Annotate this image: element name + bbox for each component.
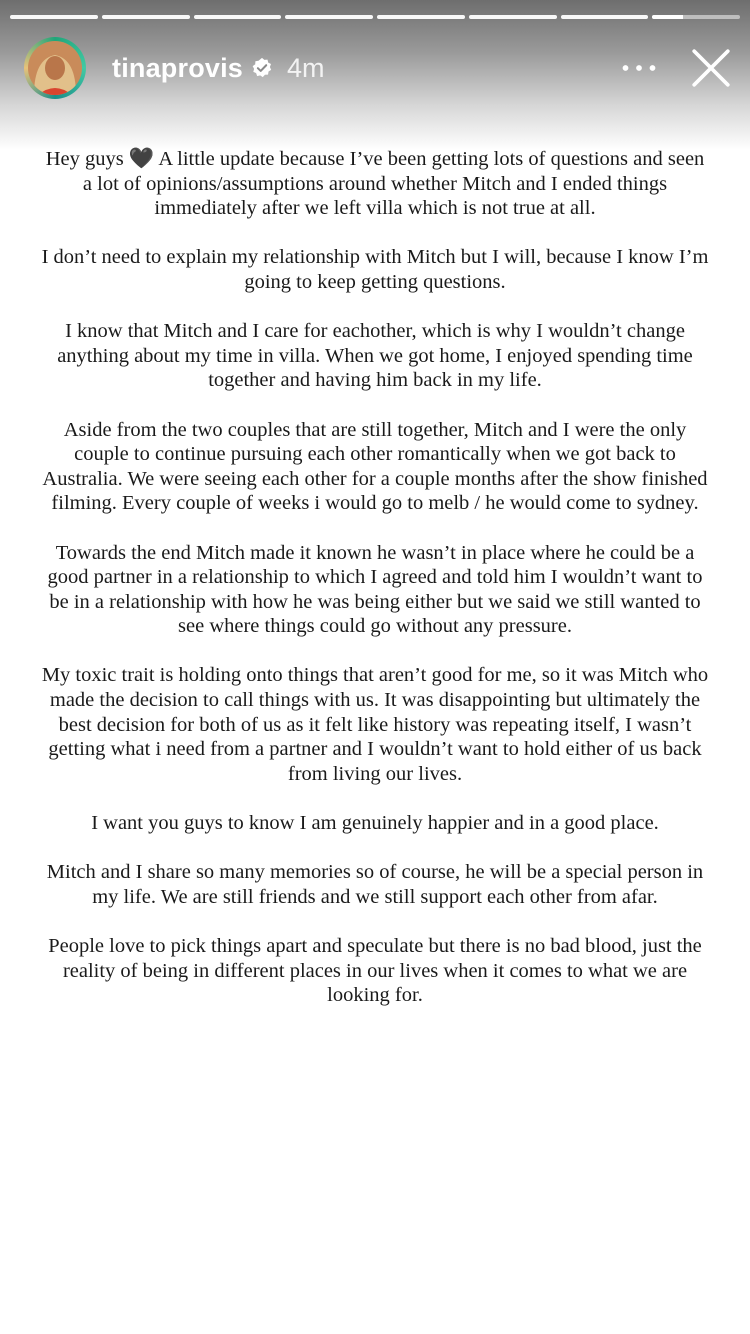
progress-segment	[194, 15, 282, 19]
black-heart-icon: 🖤	[128, 148, 155, 170]
paragraph-text: A little update because I’ve been getting lots of questions and seen a lot of opinions/assumptions around whether Mitch and I ended things immediately after we left villa which is not true at all.	[82, 148, 705, 220]
story-paragraph: Aside from the two couples that are still together, Mitch and I were the only couple to continue pursuing each other romantically when we got back to Australia. We were seeing each other for a couple months after the show finished filming. Every couple of weeks i would go to melb / he would come to sydney.	[42, 418, 708, 515]
story-paragraph	[40, 147, 710, 221]
avatar-photo-icon	[28, 41, 82, 95]
more-options-button[interactable]	[614, 48, 664, 88]
story-text-block	[40, 147, 710, 1032]
story-paragraph: Mitch and I share so many memories so of course, he will be a special person in my life. We are still friends and we still support each other from afar.	[46, 861, 704, 908]
avatar[interactable]	[24, 37, 86, 99]
progress-segment	[10, 15, 98, 19]
progress-segment	[102, 15, 190, 19]
progress-segment	[561, 15, 649, 19]
story-paragraph: I don’t need to explain my relationship with Mitch but I will, because I know I’m going to keep getting questions.	[41, 246, 709, 293]
story-paragraph: I know that Mitch and I care for eachother, which is why I wouldn’t change anything about my time in villa. When we got home, I enjoyed spending time together and having him back in my life.	[57, 320, 693, 392]
paragraph-text: Hey guys	[45, 148, 129, 170]
story-progress-bar	[10, 15, 740, 19]
close-icon	[690, 47, 732, 89]
progress-segment-current	[652, 15, 740, 19]
story-header	[24, 36, 736, 100]
close-button[interactable]	[686, 43, 736, 93]
progress-segment	[285, 15, 373, 19]
progress-fill	[652, 15, 683, 19]
progress-segment	[469, 15, 557, 19]
post-time: 4m	[287, 52, 325, 83]
more-horizontal-icon	[621, 63, 657, 73]
story-paragraph: Towards the end Mitch made it known he wasn’t in place where he could be a good partner in a relationship to which I agreed and told him I wouldn’t want to be in a relationship with how he was being either but we said we still wanted to see where things could go without any pressure.	[47, 541, 703, 638]
username[interactable]: tinaprovis	[112, 52, 244, 83]
verified-badge-icon	[251, 57, 273, 79]
story-paragraph: I want you guys to know I am genuinely happier and in a good place.	[91, 812, 659, 835]
story-paragraph: My toxic trait is holding onto things that aren’t good for me, so it was Mitch who made the decision to call things with us. It was disappointing but ultimately the best decision for both of us as it felt like history was repeating itself, I wasn’t getting what i need from a partner and I wouldn’t want to hold either of us back from living our lives.	[41, 664, 709, 785]
progress-segment	[377, 15, 465, 19]
story-paragraph: People love to pick things apart and speculate but there is no bad blood, just the reality of being in different places in our lives when it comes to what we are looking for.	[48, 935, 702, 1007]
